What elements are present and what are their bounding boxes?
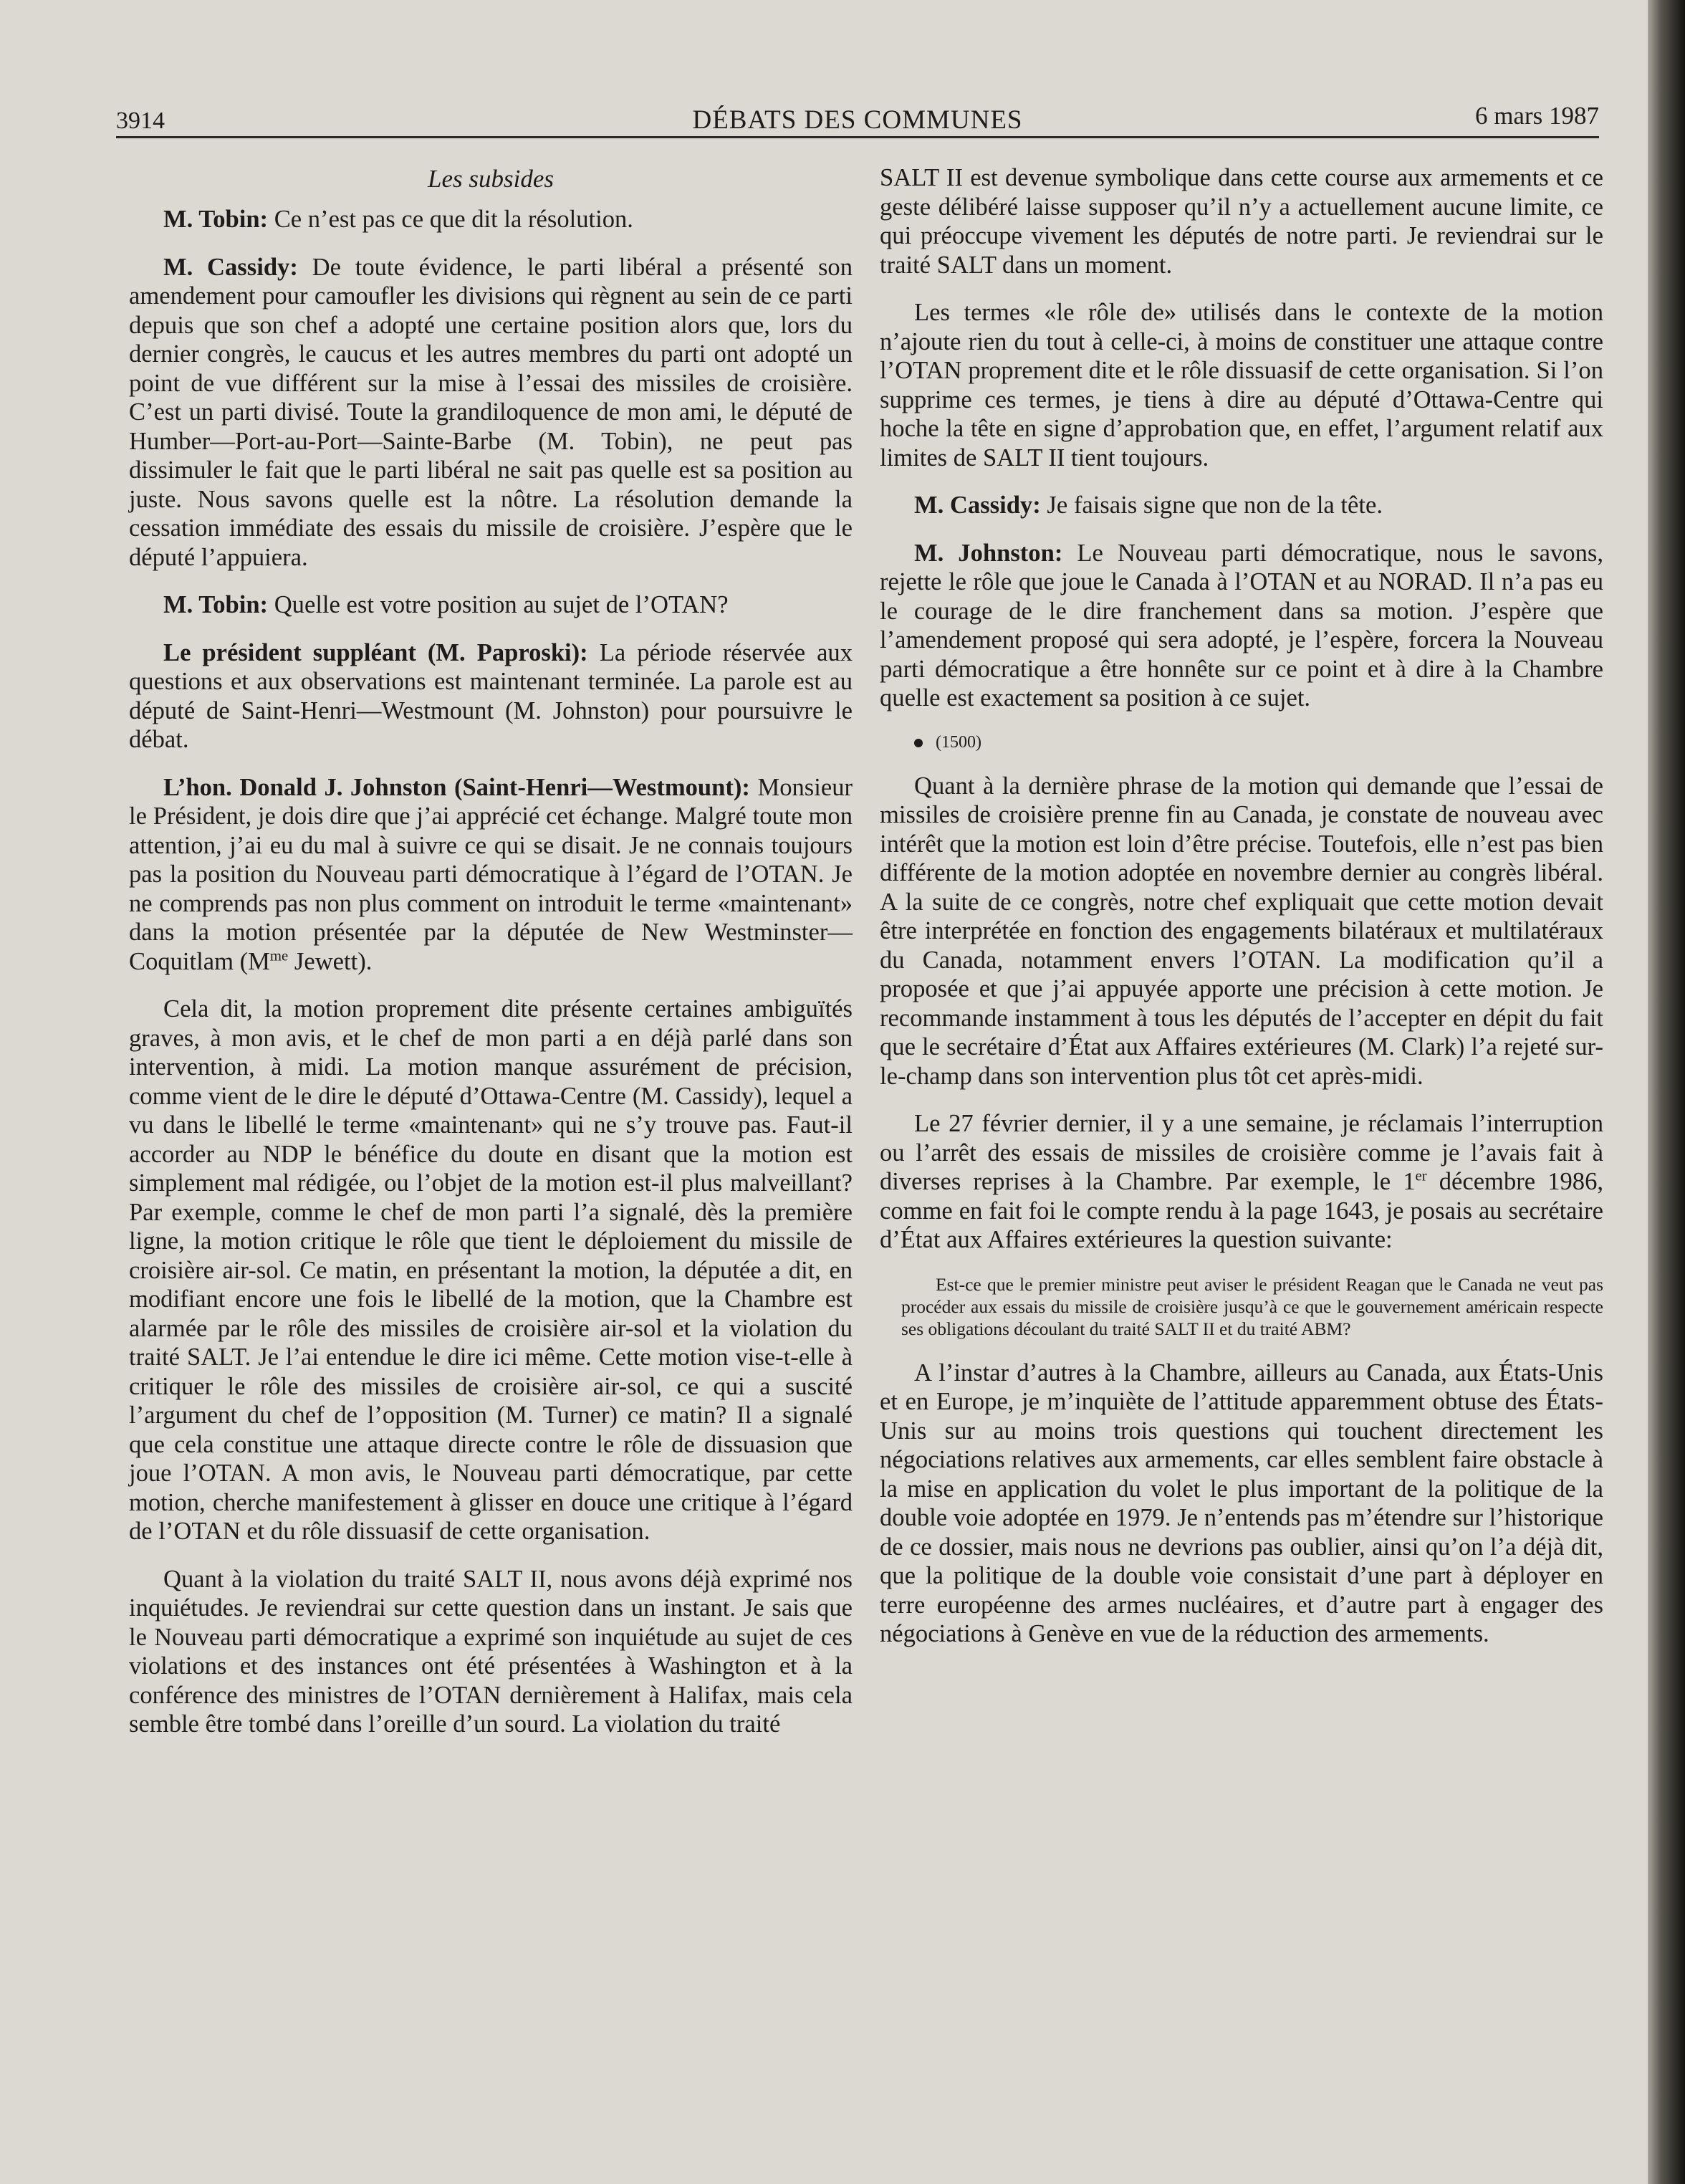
speech-text: Jewett). <box>288 947 373 975</box>
paragraph: A l’instar d’autres à la Chambre, ailleurs au Canada, aux États-Unis et en Europe, je m’inquiète de l’attitude apparemment obtuse des États-Unis sur au moins trois questions qui touchent directement les négociations relatives aux armements, car elles semblent faire obstacle à la mise en application du volet le plus important de la politique de la double voie adoptée en 1979. Je n’entends pas m’étendre sur l’historique de ce dossier, mais nous ne devrions pas oublier, ainsi qu’on l’a déjà dit, que la politique de la double voie consistait d’une part à déployer en terre européenne des armes nucléaires, et d’autre part à engager des négociations à Genève en vue de la réduction des armements. <box>880 1359 1603 1647</box>
running-header <box>116 102 1599 138</box>
block-quote: Est-ce que le premier ministre peut aviser le président Reagan que le Canada ne veut pas procéder aux essais du missile de croisière jusqu’à ce que le gouvernement américain respecte ses obligations découlant du traité SALT II et du traité ABM? <box>901 1273 1603 1339</box>
speech-text: Le Nouveau parti démocratique, nous le savons, rejette le rôle que joue le Canada à l’OTAN et au NORAD. Il n’a pas eu le courage de le dire franchement dans sa motion. J’espère que l’amendement proposé qui sera adopté, je l’espère, forcera la Nouveau parti démocratique a être honnête sur ce point et à dire à la Chambre quelle est exactement sa position à ce sujet. <box>880 539 1603 712</box>
paragraph <box>129 590 853 620</box>
speech-text: De toute évidence, le parti libéral a présenté son amendement pour camoufler les divisions qui règnent au sein de ce parti depuis que son chef a adopté une certaine position alors que, lors du dernier congrès, le caucus et les autres membres du parti ont adopté un point de vue différent sur la mise à l’essai des missiles de croisière. C’est un parti divisé. Toute la grandiloquence de mon ami, le député de Humber—Port-au-Port—Sainte-Barbe (M. Tobin), ne peut pas dissimuler le fait que le parti libéral ne sait pas quelle est sa position au juste. Nous savons quelle est la nôtre. La résolution demande la cessation immédiate des essais du missile de croisière. J’espère que le député l’appuiera. <box>129 253 853 571</box>
time-mark-text: (1500) <box>936 732 981 752</box>
journal-title: DÉBATS DES COMMUNES <box>692 105 1023 135</box>
book-spine-shadow <box>1648 0 1685 2184</box>
paragraph: Quant à la violation du traité SALT II, nous avons déjà exprimé nos inquiétudes. Je reviendrai sur cette question dans un instant. Je sais que le Nouveau parti démocratique a exprimé son inquiétude au sujet de ces violations et des instances ont été présentées à Washington et à la conférence des ministres de l’OTAN dernièrement à Halifax, mais cela semble être tombé dans l’oreille d’un sourd. La violation du traité <box>129 1565 853 1738</box>
speaker-name: M. Tobin: <box>163 591 269 618</box>
bullet-icon <box>914 739 923 747</box>
page-number: 3914 <box>116 107 165 134</box>
paragraph <box>880 491 1603 520</box>
sitting-date: 6 mars 1987 <box>1474 102 1599 130</box>
paragraph <box>129 638 853 755</box>
paragraph: Les termes «le rôle de» utilisés dans le contexte de la motion n’ajoute rien du tout à celle-ci, à moins de constituer une attaque contre l’OTAN proprement dite et le rôle dissuasif de cette organisation. Si l’on supprime ces termes, je tiens à dire au député d’Ottawa-Centre qui hoche la tête en signe d’approbation que, en effet, l’argument relatif aux limites de SALT II tient toujours. <box>880 299 1603 471</box>
speaker-name: M. Cassidy: <box>163 253 298 281</box>
speaker-name: M. Cassidy: <box>914 492 1041 519</box>
paragraph <box>129 773 853 977</box>
speech-text: Je faisais signe que non de la tête. <box>1040 492 1383 519</box>
speaker-name: M. Johnston: <box>914 539 1063 567</box>
left-column <box>129 163 853 1758</box>
right-column <box>880 163 1603 1667</box>
paragraph <box>880 539 1603 713</box>
superscript: me <box>269 947 289 964</box>
paragraph <box>880 1109 1603 1255</box>
paragraph <box>129 205 853 234</box>
paragraph <box>129 253 853 573</box>
paragraph: Cela dit, la motion proprement dite présente certaines ambiguïtés graves, à mon avis, et le chef de mon parti a en déjà parlé dans son intervention, à midi. La motion manque assurément de précision, comme vient de le dire le député d’Ottawa-Centre (M. Cassidy), lequel a vu dans le libellé le terme «maintenant» qui ne s’y trouve pas. Faut-il accorder au NDP le bénéfice du doute en disant que la motion est simplement mal rédigée, ou l’objet de la motion est-il plus malveillant? Par exemple, comme le chef de mon parti l’a signalé, dès la première ligne, la motion critique le rôle que tient le déploiement du missile de croisière air-sol. Ce matin, en présentant la motion, la députée a dit, en modifiant encore une fois le libellé de la motion, que la Chambre est alarmée par le rôle des missiles de croisière air-sol et la violation du traité SALT. Je l’ai entendue le dire ici même. Cette motion vise-t-elle à critiquer le rôle des missiles de croisière air-sol, ce qui a suscité l’argument du chef de l’opposition (M. Turner) ce matin? Il a signalé que cela constitue une attaque directe contre le rôle de dissuasion que joue l’OTAN. A mon avis, le Nouveau parti démocratique, par cette motion, cherche manifestement à glisser en douce une critique à l’égard de l’OTAN et du rôle dissuasif de cette organisation. <box>129 995 853 1545</box>
speech-text: Ce n’est pas ce que dit la résolution. <box>268 206 633 233</box>
speech-text: décembre 1986, comme en fait foi le compte rendu à la page 1643, je posais au secrétaire d’État aux Affaires extérieures la question suivante: <box>880 1168 1603 1253</box>
superscript: er <box>1415 1168 1427 1184</box>
paragraph: Quant à la dernière phrase de la motion qui demande que l’essai de missiles de croisière prenne fin au Canada, je constate de nouveau avec intérêt que la motion est loin d’être précise. Toutefois, elle n’est pas bien différente de la motion adoptée en novembre dernier au congrès libéral. A la suite de ce congrès, notre chef expliquait que cette motion devait être interprétée en fonction des engagements bilatéraux et multilatéraux du Canada, notamment envers l’OTAN. La modification qu’il a proposée et que j’ai appuyée apporte une précision à cette motion. Je recommande instamment à tous les députés de l’accepter en dépit du fait que le secrétaire d’État aux Affaires extérieures (M. Clark) l’a rejeté sur-le-champ dans son intervention plus tôt cet après-midi. <box>880 772 1603 1090</box>
speaker-name: Le président suppléant (M. Paproski): <box>163 638 588 666</box>
speech-text: Quelle est votre position au sujet de l’OTAN? <box>268 591 729 618</box>
speech-text: Le 27 février dernier, il y a une semaine, je réclamais l’interruption ou l’arrêt des essais de missiles de croisière comme je l’avais fait à diverses reprises à la Chambre. Par exemple, le 1 <box>880 1110 1603 1195</box>
header-rule <box>116 136 1599 138</box>
time-mark <box>880 732 1603 753</box>
speech-text: Monsieur le Président, je dois dire que j’ai apprécié cet échange. Malgré toute mon attention, j’ai eu du mal à suivre ce qui se disait. Je ne connais toujours pas la position du Nouveau parti démocratique à l’égard de l’OTAN. Je ne comprends pas non plus comment on introduit le terme «maintenant» dans la motion présentée par la députée de New Westminster—Coquitlam (M <box>129 773 853 975</box>
speaker-name: L’hon. Donald J. Johnston (Saint-Henri—Westmount): <box>163 773 750 801</box>
speech-text: La période réservée aux questions et aux observations est maintenant terminée. La parole est au député de Saint-Henri—Westmount (M. Johnston) pour poursuivre le débat. <box>129 638 853 753</box>
paragraph: SALT II est devenue symbolique dans cette course aux armements et ce geste délibéré laisse supposer qu’il n’y a actuellement aucune limite, ce qui préoccupe vivement les députés de notre parti. Je reviendrai sur le traité SALT dans un moment. <box>880 164 1603 279</box>
section-title: Les subsides <box>428 165 554 193</box>
speaker-name: M. Tobin: <box>163 206 269 233</box>
